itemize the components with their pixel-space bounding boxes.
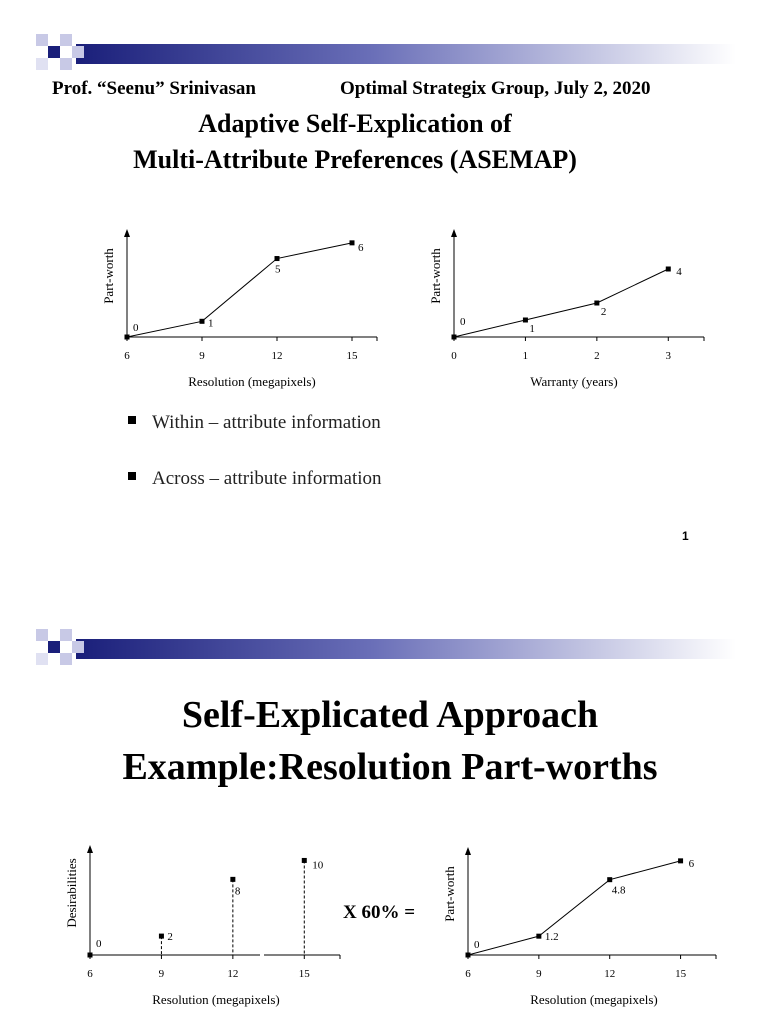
title-line-2: Multi-Attribute Preferences (ASEMAP) bbox=[133, 145, 577, 174]
slide-2-title bbox=[0, 689, 768, 793]
bullet-text: Within – attribute information bbox=[152, 412, 381, 433]
resolution-desirabilities-chart bbox=[60, 843, 350, 1018]
x-tick-label: 1 bbox=[522, 350, 529, 362]
page-number: 1 bbox=[682, 529, 689, 543]
x-tick-label: 9 bbox=[158, 968, 165, 980]
y-axis-arrow-icon bbox=[87, 845, 93, 853]
data-point bbox=[350, 240, 355, 245]
slide-1-title bbox=[0, 106, 710, 178]
author-name: Prof. “Seenu” Srinivasan bbox=[52, 78, 256, 99]
resolution-partworth-result-chart bbox=[440, 843, 730, 1018]
title-line-2: Example:Resolution Part-worths bbox=[122, 746, 658, 788]
data-label: 6 bbox=[358, 241, 364, 254]
series-line bbox=[127, 243, 352, 337]
x-tick-label: 6 bbox=[465, 968, 471, 980]
data-label: 0 bbox=[133, 322, 139, 334]
bullet-text: Across – attribute information bbox=[152, 468, 382, 489]
data-point bbox=[230, 877, 235, 882]
bullet-square-icon bbox=[128, 472, 136, 480]
data-point bbox=[452, 335, 457, 340]
series-line bbox=[468, 861, 681, 955]
data-point bbox=[536, 934, 541, 939]
data-point bbox=[594, 301, 599, 306]
data-point bbox=[666, 267, 671, 272]
y-axis-arrow-icon bbox=[465, 847, 471, 855]
slide-2 bbox=[0, 615, 768, 1024]
x-axis-label: Resolution (megapixels) bbox=[188, 374, 316, 389]
data-point bbox=[302, 858, 307, 863]
data-label: 0 bbox=[474, 939, 480, 951]
x-tick-label: 2 bbox=[594, 350, 600, 362]
bullet-across-attribute bbox=[128, 468, 382, 490]
data-label: 2 bbox=[167, 931, 173, 944]
y-axis-arrow-icon bbox=[451, 229, 457, 237]
y-axis-label: Part-worth bbox=[442, 866, 457, 922]
x-tick-label: 12 bbox=[271, 350, 283, 362]
data-label: 4 bbox=[676, 266, 682, 278]
data-label: 8 bbox=[234, 885, 241, 898]
x-tick-label: 12 bbox=[227, 968, 239, 980]
y-axis-arrow-icon bbox=[124, 229, 130, 237]
x-tick-label: 0 bbox=[451, 350, 457, 362]
x-tick-label: 6 bbox=[124, 350, 130, 362]
x-axis-label: Resolution (megapixels) bbox=[152, 992, 280, 1007]
header-decoration-bar bbox=[36, 629, 736, 665]
bullet-square-icon bbox=[128, 416, 136, 424]
header-decoration-bar bbox=[36, 34, 736, 70]
data-label: 1 bbox=[529, 323, 535, 335]
x-tick-label: 12 bbox=[604, 968, 616, 980]
data-point bbox=[275, 256, 280, 261]
x-tick-label: 15 bbox=[298, 968, 310, 980]
x-tick-label: 6 bbox=[87, 968, 93, 980]
data-label: 5 bbox=[275, 263, 281, 276]
data-label: 6 bbox=[688, 857, 695, 870]
resolution-partworth-chart bbox=[95, 225, 395, 395]
warranty-partworth-chart bbox=[422, 225, 722, 395]
x-tick-label: 15 bbox=[675, 968, 687, 980]
data-label: 4.8 bbox=[611, 884, 626, 897]
multiplier-operator: X 60% = bbox=[343, 902, 416, 923]
data-label: 10 bbox=[312, 859, 324, 872]
data-point bbox=[607, 877, 612, 882]
data-point bbox=[88, 953, 93, 958]
data-point bbox=[125, 335, 130, 340]
series-line bbox=[454, 269, 668, 337]
data-label: 0 bbox=[96, 938, 102, 950]
y-axis-label: Part-worth bbox=[101, 248, 116, 304]
title-line-1: Self-Explicated Approach bbox=[181, 694, 599, 736]
data-point bbox=[159, 934, 164, 939]
data-point bbox=[200, 319, 205, 324]
x-axis-label: Warranty (years) bbox=[530, 374, 618, 389]
data-point bbox=[466, 953, 471, 958]
x-tick-label: 9 bbox=[199, 350, 205, 362]
x-tick-label: 9 bbox=[536, 968, 542, 980]
y-axis-label: Part-worth bbox=[428, 248, 443, 304]
title-line-1: Adaptive Self-Explication of bbox=[198, 109, 512, 138]
x-tick-label: 3 bbox=[665, 350, 672, 362]
data-label: 2 bbox=[600, 306, 607, 318]
data-label: 1.2 bbox=[544, 931, 559, 944]
x-tick-label: 15 bbox=[346, 350, 358, 362]
data-point bbox=[678, 858, 683, 863]
data-label: 0 bbox=[460, 316, 466, 328]
bullet-within-attribute bbox=[128, 412, 381, 434]
x-axis-label: Resolution (megapixels) bbox=[530, 992, 658, 1007]
data-point bbox=[523, 318, 528, 323]
data-label: 1 bbox=[208, 317, 214, 330]
group-and-date: Optimal Strategix Group, July 2, 2020 bbox=[340, 78, 651, 99]
y-axis-label: Desirabilities bbox=[64, 858, 79, 928]
